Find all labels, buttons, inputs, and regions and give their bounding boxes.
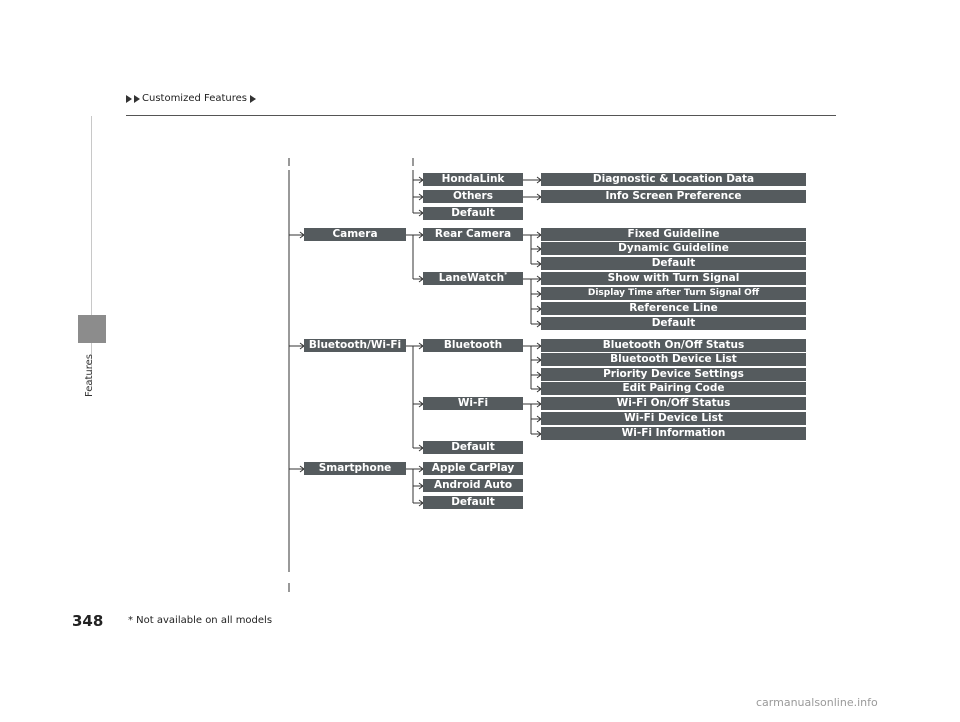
menu-item-wifi-device-list[interactable]: Wi-Fi Device List (541, 412, 806, 425)
menu-item-dynamic-guideline[interactable]: Dynamic Guideline (541, 242, 806, 255)
not-all-models-mark: * (504, 272, 508, 279)
menu-item-apple-carplay[interactable]: Apple CarPlay (423, 462, 523, 475)
menu-item-android-auto[interactable]: Android Auto (423, 479, 523, 492)
menu-item-priority-device-settings[interactable]: Priority Device Settings (541, 368, 806, 381)
menu-item-display-time[interactable]: Display Time after Turn Signal Off (541, 287, 806, 300)
menu-item-bluetooth-onoff-status[interactable]: Bluetooth On/Off Status (541, 339, 806, 352)
menu-item-rear-camera[interactable]: Rear Camera (423, 228, 523, 241)
menu-item-rear-default[interactable]: Default (541, 257, 806, 270)
menu-item-info-screen-preference[interactable]: Info Screen Preference (541, 190, 806, 203)
menu-item-hondalink[interactable]: HondaLink (423, 173, 523, 186)
menu-item-bt-wifi-default[interactable]: Default (423, 441, 523, 454)
menu-item-default[interactable]: Default (423, 207, 523, 220)
menu-item-fixed-guideline[interactable]: Fixed Guideline (541, 228, 806, 241)
menu-item-edit-pairing-code[interactable]: Edit Pairing Code (541, 382, 806, 395)
menu-item-bluetooth[interactable]: Bluetooth (423, 339, 523, 352)
section-label: Features (84, 354, 95, 398)
menu-item-wifi-onoff-status[interactable]: Wi-Fi On/Off Status (541, 397, 806, 410)
menu-item-diagnostic-location-data[interactable]: Diagnostic & Location Data (541, 173, 806, 186)
page-number: 348 (72, 612, 104, 630)
breadcrumb-label: Customized Features (142, 93, 248, 104)
menu-item-reference-line[interactable]: Reference Line (541, 302, 806, 315)
menu-item-lanewatch[interactable] (423, 272, 523, 285)
menu-item-wifi[interactable]: Wi-Fi (423, 397, 523, 410)
menu-item-show-with-turn-signal[interactable]: Show with Turn Signal (541, 272, 806, 285)
menu-item-lanewatch-label: LaneWatch (438, 272, 505, 284)
footnote: * Not available on all models (128, 615, 273, 626)
menu-item-smartphone-default[interactable]: Default (423, 496, 523, 509)
watermark: carmanualsonline.info (756, 696, 878, 709)
menu-item-camera[interactable]: Camera (304, 228, 406, 241)
menu-item-lanewatch-default[interactable]: Default (541, 317, 806, 330)
menu-item-bluetooth-wifi[interactable]: Bluetooth/Wi-Fi (304, 339, 406, 352)
menu-item-bluetooth-device-list[interactable]: Bluetooth Device List (541, 353, 806, 366)
menu-item-others[interactable]: Others (423, 190, 523, 203)
menu-item-smartphone[interactable]: Smartphone (304, 462, 406, 475)
menu-item-wifi-information[interactable]: Wi-Fi Information (541, 427, 806, 440)
